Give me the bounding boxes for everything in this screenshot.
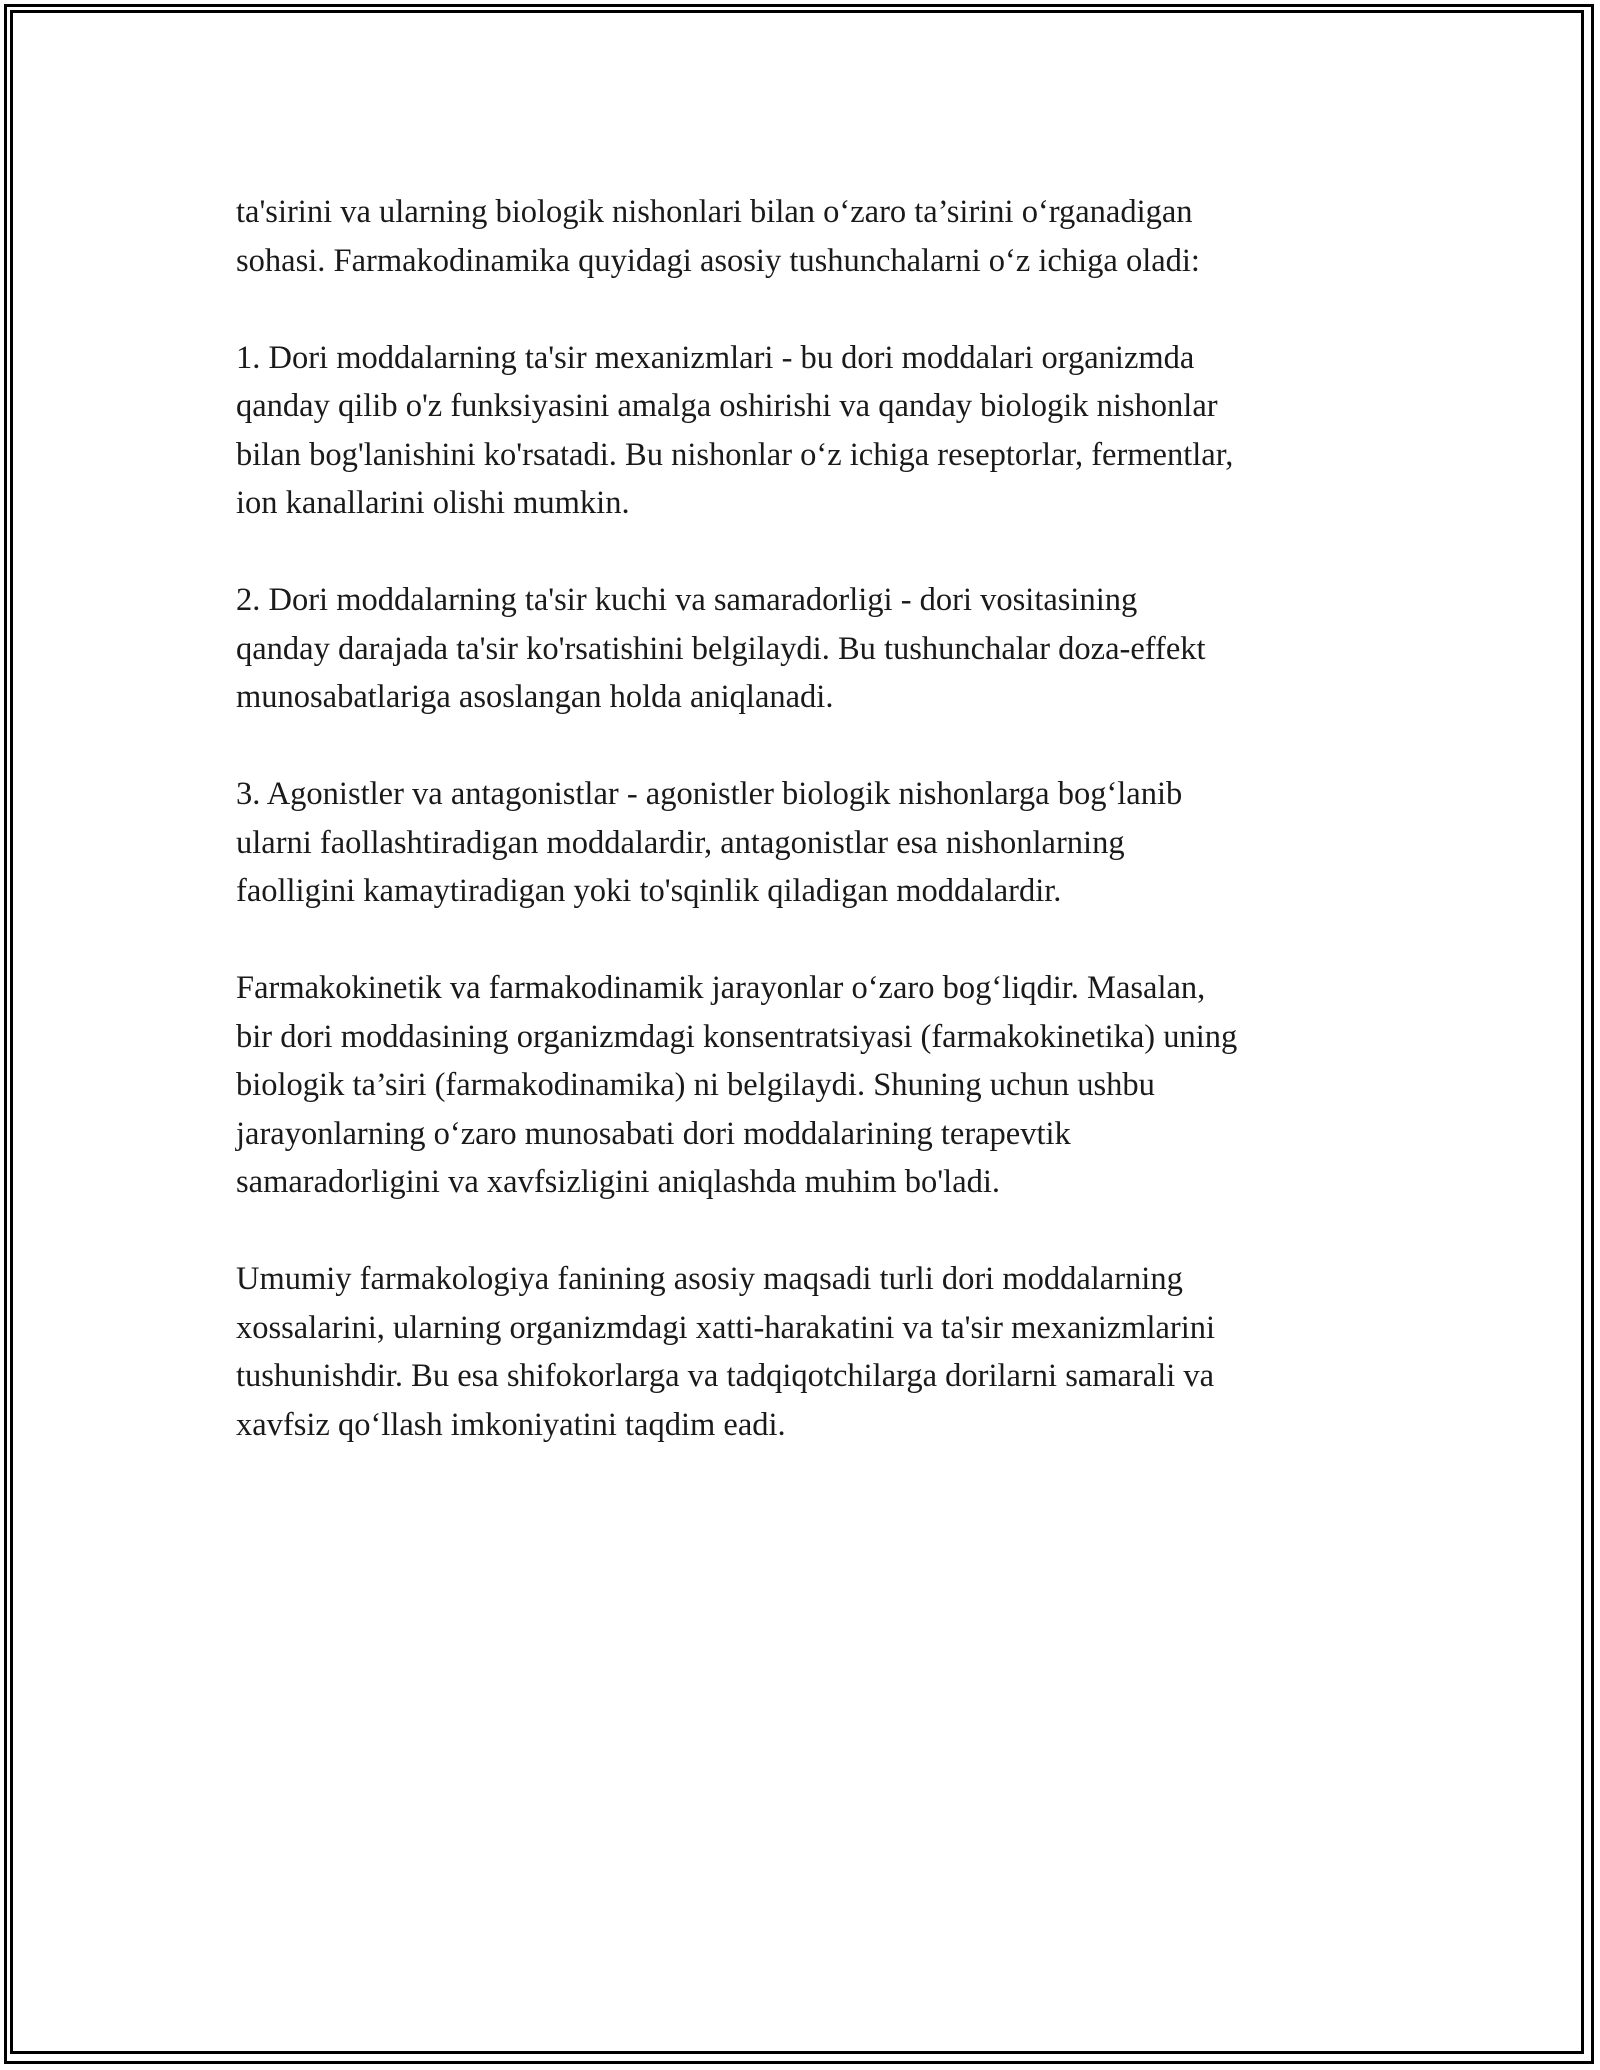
text-line: ularni faollashtiradigan moddalardir, antagonistlar esa nishonlarning xyxy=(236,824,1125,861)
paragraph-intro xyxy=(236,188,1376,285)
paragraph-conclusion xyxy=(236,1255,1376,1449)
text-line: xossalarini, ularning organizmdagi xatti-harakatini va ta'sir mexanizmlarini xyxy=(236,1309,1216,1346)
text-line: tushunishdir. Bu esa shifokorlarga va tadqiqotchilarga dorilarni samarali va xyxy=(236,1358,1215,1394)
paragraph-relationship xyxy=(236,964,1376,1207)
text-line: Umumiy farmakologiya fanining asosiy maqsadi turli dori moddalarning xyxy=(236,1261,1183,1297)
text-line: biologik ta’siri (farmakodinamika) ni belgilaydi. Shuning uchun ushbu xyxy=(236,1067,1155,1103)
text-line: bir dori moddasining organizmdagi konsentratsiyasi (farmakokinetika) uning xyxy=(236,1018,1238,1055)
text-line: Farmakokinetik va farmakodinamik jarayonlar o‘zaro bog‘liqdir. Masalan, xyxy=(236,970,1206,1006)
text-line: qanday darajada ta'sir ko'rsatishini belgilaydi. Bu tushunchalar doza-effekt xyxy=(236,630,1206,667)
paragraph-item-1 xyxy=(236,334,1376,528)
text-line: qanday qilib o'z funksiyasini amalga oshirishi va qanday biologik nishonlar xyxy=(236,388,1218,424)
text-line: munosabatlariga asoslangan holda aniqlanadi. xyxy=(236,679,834,715)
text-line: 1. Dori moddalarning ta'sir mexanizmlari - bu dori moddalari organizmda xyxy=(236,339,1195,376)
paragraph-item-3 xyxy=(236,770,1376,916)
text-line: jarayonlarning o‘zaro munosabati dori moddalarining terapevtik xyxy=(236,1115,1071,1152)
paragraph-item-2 xyxy=(236,576,1376,722)
text-line: bilan bog'lanishini ko'rsatadi. Bu nishonlar o‘z ichiga reseptorlar, fermentlar, xyxy=(236,436,1234,473)
text-line: faolligini kamaytiradigan yoki to'sqinlik qiladigan moddalardir. xyxy=(236,873,1062,909)
text-line: 3. Agonistler va antagonistlar - agonistler biologik nishonlarga bog‘lanib xyxy=(236,776,1183,812)
text-line: ion kanallarini olishi mumkin. xyxy=(236,485,630,521)
text-line: sohasi. Farmakodinamika quyidagi asosiy tushunchalarni o‘z ichiga oladi: xyxy=(236,242,1200,279)
text-line: ta'sirini va ularning biologik nishonlari bilan o‘zaro ta’sirini o‘rganadigan xyxy=(236,194,1193,230)
document-body xyxy=(236,188,1376,1498)
text-line: 2. Dori moddalarning ta'sir kuchi va samaradorligi - dori vositasining xyxy=(236,582,1138,618)
text-line: samaradorligini va xavfsizligini aniqlashda muhim bo'ladi. xyxy=(236,1164,1001,1200)
text-line: xavfsiz qo‘llash imkoniyatini taqdim eadi. xyxy=(236,1406,786,1443)
